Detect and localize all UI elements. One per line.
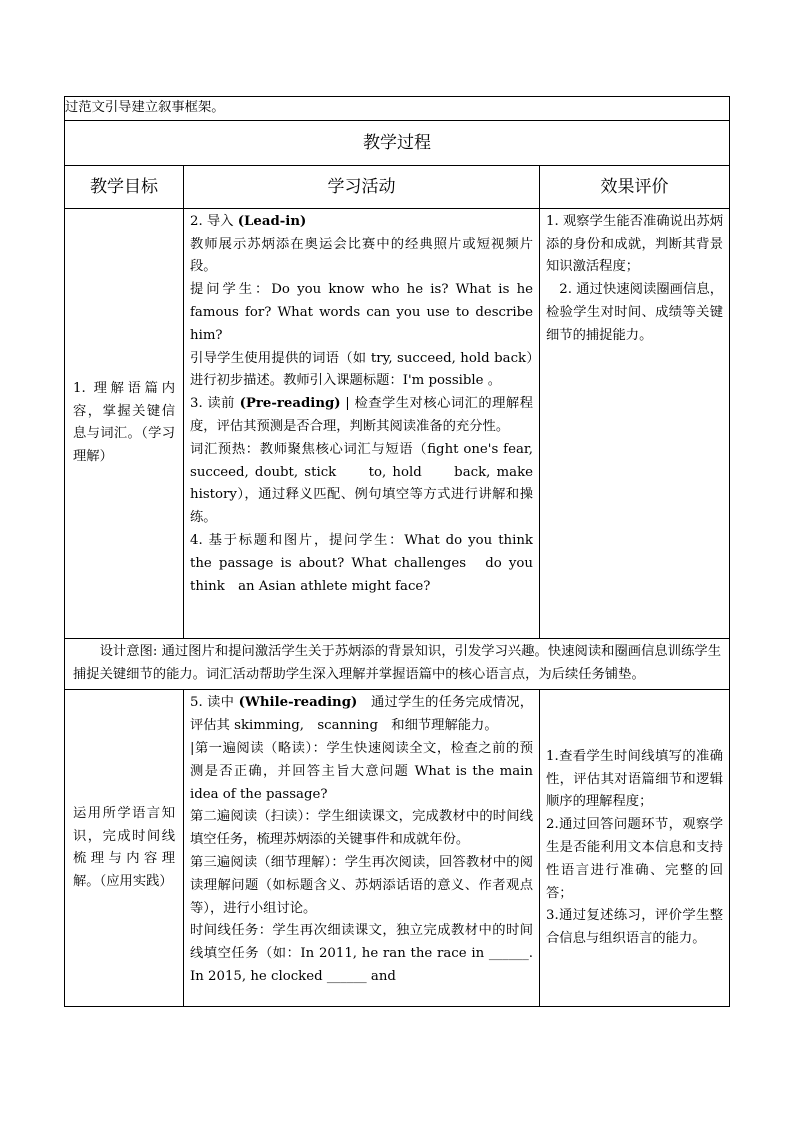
row2-evaluation bbox=[540, 690, 730, 1007]
continuation-text: 过范文引导建立叙事框架。 bbox=[65, 100, 225, 115]
header-evaluation: 效果评价 bbox=[540, 165, 730, 208]
row1-goal: 1. 理解语篇内容，掌握关键信息与词汇。（学习理解） bbox=[65, 208, 184, 638]
row1-evaluation bbox=[540, 208, 730, 638]
activity-paragraph: 词汇预热：教师聚焦核心词汇与短语（fight one's fear, succeed, doubt, stick to, hold back, make history），通过释义匹配、例句填空等方式进行讲解和操练。 bbox=[190, 441, 533, 526]
activity-paragraph: 2. 导入 (Lead-in) bbox=[190, 213, 307, 229]
evaluation-item: 1. 观察学生能否准确说出苏炳添的身份和成就，判断其背景知识激活程度； bbox=[546, 213, 724, 275]
activity-paragraph: 第二遍阅读（扫读）：学生细读课文，完成教材中的时间线填空任务，梳理苏炳添的关键事件和成就年份。 bbox=[190, 809, 533, 848]
header-goal: 教学目标 bbox=[65, 165, 184, 208]
continuation-row bbox=[65, 97, 730, 121]
header-activity: 学习活动 bbox=[184, 165, 540, 208]
evaluation-item: 3.通过复述练习，评价学生整合信息与组织语言的能力。 bbox=[546, 908, 724, 947]
row1-activity bbox=[184, 208, 547, 638]
section-title: 教学过程 bbox=[65, 120, 730, 165]
activity-paragraph: 5. 读中 (While-reading) 通过学生的任务完成情况，评估其 skimming, scanning 和细节理解能力。 bbox=[190, 695, 534, 734]
activity-paragraph: 第三遍阅读（细节理解）：学生再次阅读，回答教材中的阅读理解问题（如标题含义、苏炳添话语的意义、作者观点等），进行小组讨论。 bbox=[190, 854, 533, 916]
activity-paragraph: 提问学生：Do you know who he is? What is he famous for? What words can you use to describe him? bbox=[190, 282, 533, 343]
activity-paragraph: 4. 基于标题和图片，提问学生：What do you think the passage is about? What challenges do you think an Asian athlete might face? bbox=[190, 532, 547, 594]
design-intent: 设计意图: 通过图片和提问激活学生关于苏炳添的背景知识，引发学习兴趣。快速阅读和圈画信息训练学生捕捉关键细节的能力。词汇活动帮助学生深入理解并掌握语篇中的核心语言点，为后续任务铺垫。 bbox=[65, 638, 730, 690]
activity-paragraph: 教师展示苏炳添在奥运会比赛中的经典照片或短视频片段。 bbox=[190, 236, 533, 275]
evaluation-item: 2.通过回答问题环节，观察学生是否能利用文本信息和支持性语言进行准确、完整的回答； bbox=[546, 817, 724, 901]
activity-paragraph: 3. 读前 (Pre-reading) | 检查学生对核心词汇的理解程度，评估其预测是否合理，判断其阅读准备的充分性。 bbox=[190, 396, 533, 434]
evaluation-item: 1.查看学生时间线填写的准确性，评估其对语篇细节和逻辑顺序的理解程度； bbox=[546, 748, 724, 810]
activity-paragraph: |第一遍阅读（略读）：学生快速阅读全文，检查之前的预测是否正确，并回答主旨大意问题 What is the main idea of the passage? bbox=[190, 740, 533, 802]
activity-paragraph: 时间线任务：学生再次细读课文，独立完成教材中的时间线填空任务（如：In 2011, he ran the race in ______. In 2015, he clocked ______ and bbox=[190, 923, 533, 984]
lesson-table bbox=[64, 96, 730, 1007]
row2-goal: 运用所学语言知识，完成时间线梳理与内容理解。（应用实践） bbox=[65, 690, 184, 1007]
evaluation-item: 2. 通过快速阅读圈画信息，检验学生对时间、成绩等关键细节的捕捉能力。 bbox=[546, 282, 724, 343]
row2-activity bbox=[184, 690, 540, 1007]
activity-paragraph: 引导学生使用提供的词语（如 try, succeed, hold back）进行初步描述。教师引入课题标题：I'm possible 。 bbox=[190, 350, 533, 389]
